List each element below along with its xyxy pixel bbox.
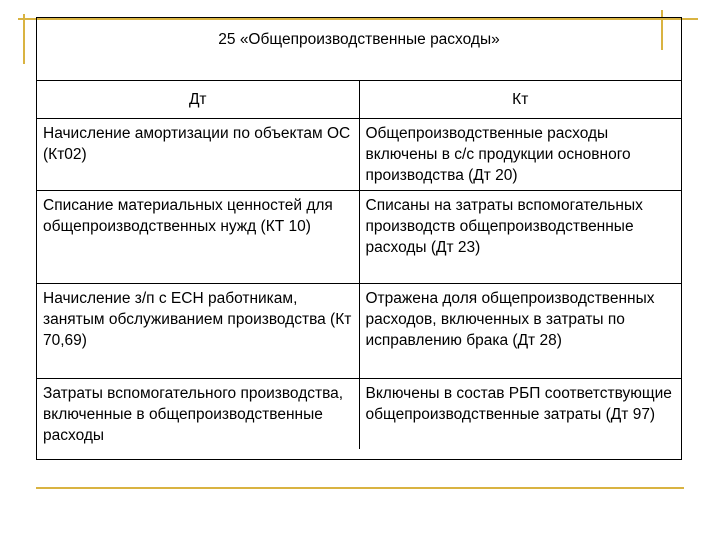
credit-cell: Отражена доля общепроизводственных расходов, включенных в затраты по исправлению брака (Дт 28): [359, 284, 681, 379]
table-row: [37, 379, 681, 450]
header-debit: Дт: [37, 81, 359, 119]
table-row: [37, 119, 681, 191]
decor-line-left: [23, 14, 25, 64]
debit-cell: Начисление з/п с ЕСН работникам, занятым обслуживанием производства (Кт 70,69): [37, 284, 359, 379]
credit-cell: Списаны на затраты вспомогательных производств общепроизводственные расходы (Дт 23): [359, 191, 681, 284]
credit-cell: Общепроизводственные расходы включены в с/с продукции основного производства (Дт 20): [359, 119, 681, 191]
table-title: 25 «Общепроизводственные расходы»: [37, 18, 681, 81]
table-row: [37, 284, 681, 379]
debit-cell: Затраты вспомогательного производства, включенные в общепроизводственные расходы: [37, 379, 359, 450]
debit-cell: Списание материальных ценностей для общепроизводственных нужд (КТ 10): [37, 191, 359, 284]
journal-table: [36, 17, 682, 460]
decor-line-bottom: [36, 487, 684, 489]
debit-cell: Начисление амортизации по объектам ОС (Кт02): [37, 119, 359, 191]
table-row: [37, 191, 681, 284]
account-table: [37, 18, 681, 449]
header-credit: Кт: [359, 81, 681, 119]
credit-cell: Включены в состав РБП соответствующие общепроизводственные затраты (Дт 97): [365, 385, 672, 423]
